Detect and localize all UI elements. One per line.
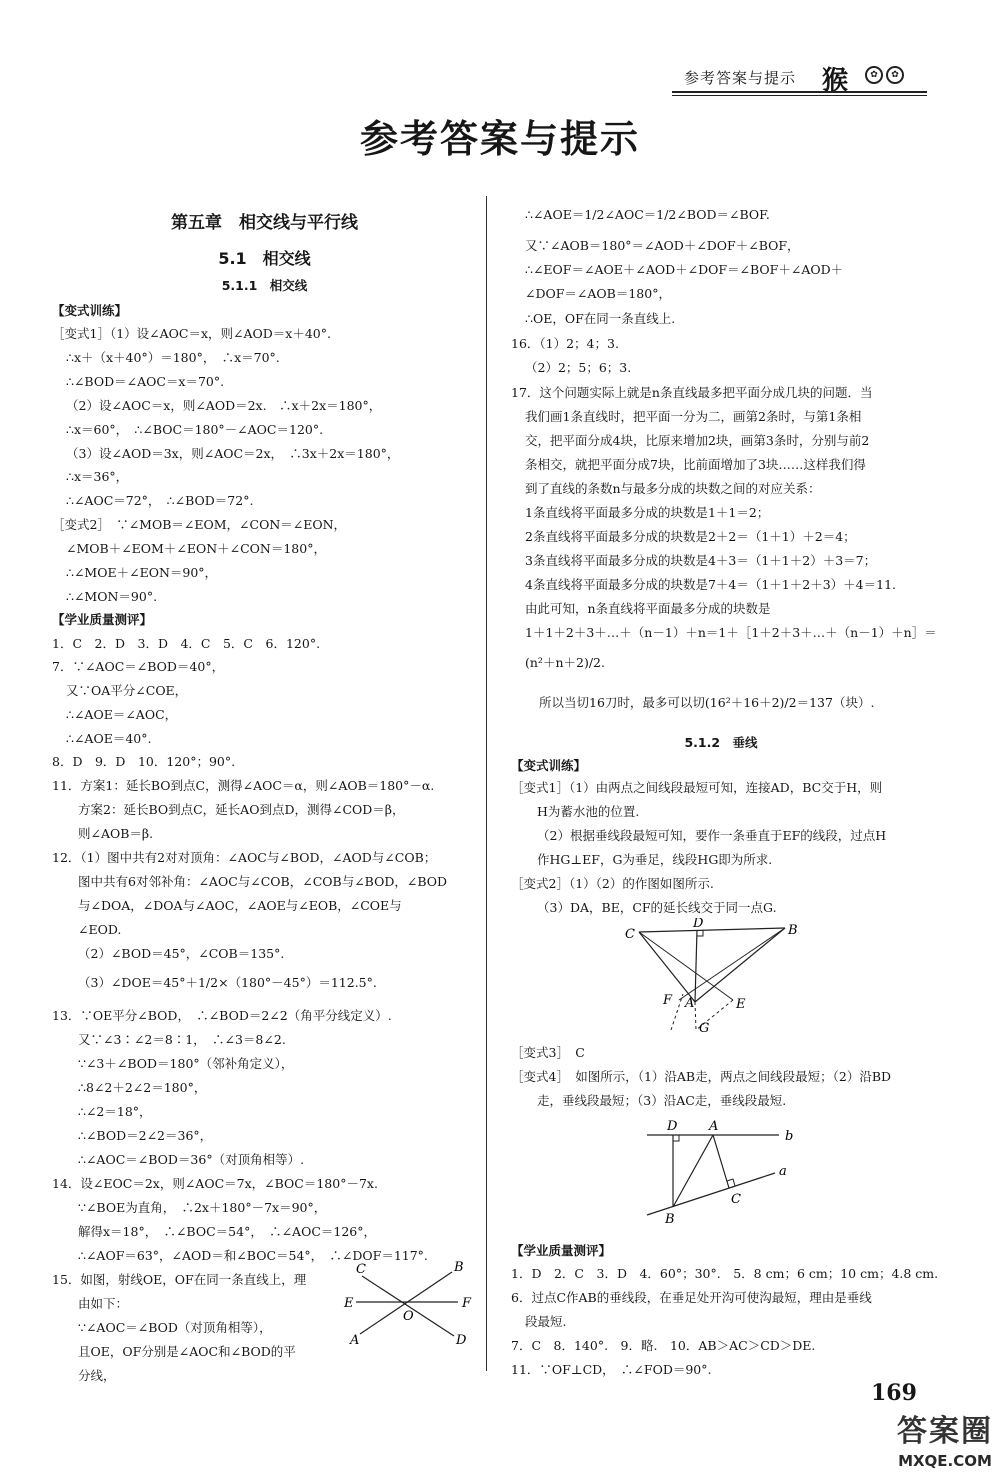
label-d: D — [456, 1333, 467, 1348]
answer-line: 交，把平面分成4块，比原来增加2块，画第3条时，分别与前2 — [525, 433, 870, 448]
label-c: C — [356, 1262, 366, 1277]
figure-variant-2 — [623, 918, 803, 1038]
watermark — [895, 1398, 995, 1476]
answer-line: 4条直线将平面最多分成的块数是7＋4＝（1＋1＋2＋3）＋4＝11. — [525, 577, 897, 592]
chapter-title: 第五章 相交线与平行线 — [171, 213, 358, 233]
label-a-line: a — [779, 1164, 787, 1179]
answer-line: 又∵∠AOB＝180°＝∠AOD＋∠DOF＋∠BOF， — [525, 238, 800, 253]
answer-line: 方案2：延长BO到点C，延长AO到点D，测得∠COD＝β， — [78, 802, 405, 817]
line-ab — [360, 1272, 452, 1334]
answer-line: ∠EOD. — [78, 922, 122, 937]
answer-line: 分线， — [78, 1368, 116, 1383]
answer-line: ∵∠3＋∠BOD＝180°（邻补角定义）， — [78, 1056, 294, 1071]
page-number: 169 — [871, 1380, 917, 1406]
running-header-text: 参考答案与提示 — [684, 69, 797, 87]
answer-line: ∴∠AOC＝72°， ∴∠BOD＝72°. — [66, 493, 254, 508]
label-e: E — [736, 997, 746, 1012]
answer-line: 由此可知，n条直线将平面最多分成的块数是 — [525, 601, 771, 616]
answer-line: 又∵∠3∶∠2＝8∶1， ∴∠3＝8∠2. — [78, 1032, 286, 1047]
label-a: A — [350, 1333, 360, 1348]
subsection-title: 5.1.2 垂线 — [684, 735, 758, 750]
answer-line: （2）∠BOD＝45°，∠COB＝135°. — [78, 946, 285, 961]
answer-line: 又∵OA平分∠COE， — [66, 683, 188, 698]
answer-line: ∴∠EOF＝∠AOE＋∠AOD＋∠DOF＝∠BOF＋∠AOD＋ — [525, 262, 844, 277]
answer-line: ∴∠MOE＋∠EON＝90°， — [66, 565, 218, 580]
section-label: 【学业质量测评】 — [511, 1243, 612, 1258]
answer-line: 由如下： — [78, 1296, 129, 1311]
watermark-glyph: 答 — [897, 1414, 927, 1449]
answer-line: （3）DA，BE，CF的延长线交于同一点G. — [537, 900, 777, 915]
label-e: E — [344, 1296, 354, 1311]
line-a — [647, 1173, 775, 1215]
label-b: B — [665, 1212, 675, 1227]
label-o: O — [403, 1309, 414, 1324]
answer-line: （2）2；5；6；3. — [525, 360, 632, 375]
answer-line: ［变式3］ C — [511, 1045, 585, 1060]
answer-line: （2）设∠AOC＝x，则∠AOD＝2x. ∴x＋2x＝180°， — [66, 398, 382, 413]
answer-line: 8．D 9．D 10．120°；90°. — [52, 754, 236, 769]
section-label: 【学业质量测评】 — [52, 612, 153, 627]
section-label: 【变式训练】 — [52, 303, 128, 318]
label-c: C — [625, 927, 635, 942]
watermark-glyph: 圈 — [961, 1414, 991, 1449]
label-f: F — [462, 1296, 472, 1311]
page-title: 参考答案与提示 — [359, 116, 640, 161]
label-b-line: b — [785, 1129, 794, 1144]
answer-line: ∵∠AOC＝∠BOD（对顶角相等）， — [78, 1320, 272, 1335]
answer-line: 6．过点C作AB的垂线段，在垂足处开沟可使沟最短，理由是垂线 — [511, 1290, 872, 1305]
answer-line: ∠DOF＝∠AOB＝180°， — [525, 286, 671, 301]
answer-line: 1条直线将平面最多分成的块数是1＋1＝2； — [525, 505, 770, 520]
answer-line: 14．设∠EOC＝2x，则∠AOC＝7x，∠BOC＝180°－7x. — [52, 1176, 378, 1191]
answer-line: ∴∠AOE＝∠AOC， — [66, 707, 178, 722]
answer-line: 我们画1条直线时，把平面一分为二，画第2条时，与第1条相 — [525, 409, 862, 424]
answer-line: 7．C 8．140°. 9．略. 10．AB＞AC＞CD＞DE. — [511, 1338, 816, 1353]
answer-line: 条相交，就把平面分成7块，比前面增加了3块……这样我们得 — [525, 457, 866, 472]
figure-intersecting-lines — [342, 1258, 474, 1348]
answer-line: 段最短. — [525, 1314, 567, 1329]
answer-line: （3）设∠AOD＝3x，则∠AOC＝2x， ∴3x＋2x＝180°， — [66, 446, 400, 461]
answer-line: 11．方案1：延长BO到点C，测得∠AOC＝α，则∠AOB＝180°－α. — [52, 778, 435, 793]
answer-line: 11．∵OF⊥CD， ∴∠FOD＝90°. — [511, 1362, 712, 1377]
answer-line: 15．如图，射线OE，OF在同一条直线上，理 — [52, 1272, 307, 1287]
answer-line: 则∠AOB＝β. — [78, 826, 154, 841]
label-f: F — [663, 993, 673, 1008]
answer-line: ∴x＝36°， — [66, 469, 129, 484]
header-rule — [672, 91, 927, 93]
flower-mark-icon: ✿ — [865, 66, 883, 84]
answer-line: 图中共有6对邻补角：∠AOC与∠COB，∠COB与∠BOD，∠BOD — [78, 874, 448, 889]
label-d: D — [693, 918, 704, 931]
answer-line: 走，垂线段最短；（3）沿AC走，垂线段最短. — [537, 1093, 787, 1108]
running-header — [672, 58, 927, 94]
label-c: C — [731, 1192, 741, 1207]
segment-ab — [673, 1135, 713, 1207]
answer-line: 作HG⊥EF，G为垂足，线段HG即为所求. — [537, 852, 773, 867]
altitude-bf — [679, 928, 785, 1000]
answer-line: ∠MOB＋∠EOM＋∠EON＋∠CON＝180°， — [66, 541, 326, 556]
answer-line: ［变式4］ 如图所示，（1）沿AB走，两点之间线段最短；（2）沿BD — [511, 1069, 892, 1084]
answer-line: 1＋1＋2＋3＋…＋（n－1）＋n＝1＋［1＋2＋3＋…＋（n－1）＋n］＝ — [525, 625, 937, 640]
answer-line: ［变式1］（1）由两点之间线段最短可知，连接AD，BC交于H，则 — [511, 780, 883, 795]
answer-line: ［变式2］ ∵∠MOB＝∠EOM，∠CON＝∠EON， — [52, 517, 347, 532]
segment-ba — [695, 928, 785, 1002]
answer-line: 1．C 2．D 3．D 4．C 5．C 6．120°. — [52, 636, 321, 651]
column-divider — [486, 196, 487, 1371]
extension-dashed — [671, 994, 683, 1030]
answer-line: (n²＋n＋2)/2. — [525, 655, 605, 670]
answer-line: ［变式1］（1）设∠AOC＝x，则∠AOD＝x＋40°. — [52, 326, 331, 341]
watermark-text: MXQE.COM — [898, 1452, 992, 1470]
extension-dashed — [695, 1002, 696, 1030]
label-b: B — [788, 923, 798, 938]
answer-line: 17．这个问题实际上就是n条直线最多把平面分成几块的问题．当 — [511, 385, 873, 400]
answer-line: 3条直线将平面最多分成的块数是4＋3＝（1＋1＋2）＋3＝7； — [525, 553, 877, 568]
answer-line: ∴∠AOE＝1/2∠AOC＝1/2∠BOD＝∠BOF. — [525, 207, 770, 222]
answer-line: ∴x＋（x＋40°）＝180°， ∴x＝70°. — [66, 350, 280, 365]
right-angle-mark — [673, 1135, 679, 1141]
answer-line: ∴OE，OF在同一条直线上. — [525, 311, 676, 326]
answer-line: ∴∠AOE＝40°. — [66, 731, 152, 746]
answer-line: ［变式2］（1）（2）的作图如图所示. — [511, 876, 714, 891]
altitude-ad — [695, 930, 697, 1002]
label-d: D — [667, 1119, 678, 1134]
answer-line: ∴∠BOD＝2∠2＝36°， — [78, 1128, 213, 1143]
answer-line: 13．∵OE平分∠BOD， ∴∠BOD＝2∠2（角平分线定义）. — [52, 1008, 392, 1023]
answer-line: ∴∠MON＝90°. — [66, 589, 158, 604]
answer-line: 1．D 2．C 3．D 4．60°；30°. 5．8 cm；6 cm；10 cm；4.8 cm. — [511, 1266, 939, 1281]
subsection-title: 5.1.1 相交线 — [221, 278, 308, 293]
answer-line: 所以当切16刀时，最多可以切(16²＋16＋2)/2＝137（块）. — [539, 695, 875, 710]
answer-line: ∴x＝60°， ∴∠BOC＝180°－∠AOC＝120°. — [66, 422, 324, 437]
figure-variant-4 — [643, 1115, 803, 1231]
answer-line: 且OE，OF分别是∠AOC和∠BOD的平 — [78, 1344, 296, 1359]
flower-mark-icon: ✿ — [886, 66, 904, 84]
label-a: A — [709, 1119, 719, 1134]
answer-line: ∴8∠2＋2∠2＝180°， — [78, 1080, 207, 1095]
answer-line: ∴∠AOF＝63°，∠AOD＝和∠BOC＝54°， ∴∠DOF＝117°. — [78, 1248, 428, 1263]
answer-line: 与∠DOA，∠DOA与∠AOC，∠AOE与∠EOB，∠COE与 — [78, 898, 402, 913]
answer-line: 2条直线将平面最多分成的块数是2＋2＝（1＋1）＋2＝4； — [525, 529, 856, 544]
answer-line: 解得x＝18°， ∴∠BOC＝54°， ∴∠AOC＝126°， — [78, 1224, 376, 1239]
label-b: B — [454, 1260, 464, 1275]
header-rule — [672, 95, 927, 96]
watermark-glyph: 案 — [929, 1414, 959, 1449]
segment-cb — [639, 928, 785, 932]
answer-line: 12．（1）图中共有2对对顶角：∠AOC与∠BOD，∠AOD与∠COB； — [52, 850, 437, 865]
line-cd — [362, 1276, 454, 1336]
answer-line: （2）根据垂线段最短可知，要作一条垂直于EF的线段，过点H — [537, 828, 887, 843]
answer-line: 16．（1）2；4；3. — [511, 336, 619, 351]
answer-line: ∴∠2＝18°， — [78, 1104, 152, 1119]
label-a: A — [685, 996, 695, 1011]
section-label: 【变式训练】 — [511, 758, 587, 773]
answer-line: ∴∠AOC＝∠BOD＝36°（对顶角相等）. — [78, 1152, 305, 1167]
answer-line: 到了直线的条数n与最多分成的块数之间的对应关系： — [525, 481, 821, 496]
segment-ac — [713, 1135, 729, 1188]
answer-line: H为蓄水池的位置. — [537, 804, 640, 819]
answer-line: 7．∵∠AOC＝∠BOD＝40°， — [52, 659, 225, 674]
answer-line: （3）∠DOE＝45°＋1/2×（180°－45°）＝112.5°. — [78, 975, 377, 990]
section-title: 5.1 相交线 — [218, 249, 311, 268]
answer-line: ∵∠BOE为直角， ∴2x＋180°－7x＝90°， — [78, 1200, 327, 1215]
monkey-logo-icon: 猴 — [822, 66, 849, 96]
label-g: G — [699, 1021, 710, 1036]
answer-line: ∴∠BOD＝∠AOC＝x＝70°. — [66, 374, 225, 389]
